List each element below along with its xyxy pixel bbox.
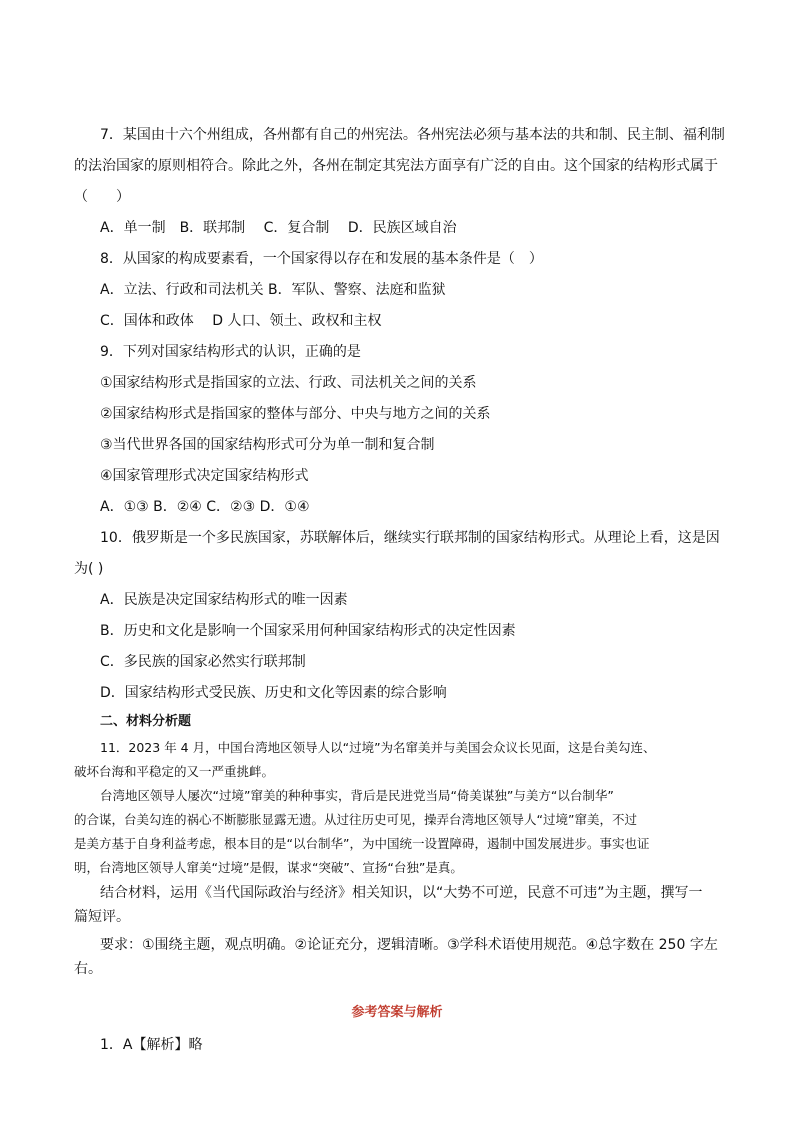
answer-1: 1．A【解析】略 <box>100 1037 203 1053</box>
q11-requirement-line2: 右。 <box>74 961 102 977</box>
q11-para2-line3: 是美方基于自身利益考虑，根本目的是“以台制华”，为中国统一设置障碍，遏制中国发展进步。事实也证 <box>74 836 650 851</box>
q11-para2-line1: 台湾地区领导人屡次“过境”窜美的种种事实，背后是民进党当局“倚美谋独”与美方“以台制华” <box>100 788 614 803</box>
q10-line1: 10．俄罗斯是一个多民族国家，苏联解体后，继续实行联邦制的国家结构形式。从理论上看，这是因 <box>100 530 720 546</box>
q10-option-b: B．历史和文化是影响一个国家采用何种国家结构形式的决定性因素 <box>100 623 516 639</box>
q8-options-cd: C．国体和政体 D 人口、领土、政权和主权 <box>100 313 382 329</box>
q10-line2: 为( ) <box>74 561 104 577</box>
q10-option-d: D．国家结构形式受民族、历史和文化等因素的综合影响 <box>100 685 447 701</box>
section2-heading: 二、材料分析题 <box>100 714 192 729</box>
q9-statement-4: ④国家管理形式决定国家结构形式 <box>100 468 309 484</box>
q10-option-a: A．民族是决定国家结构形式的唯一因素 <box>100 592 348 608</box>
answers-title: 参考答案与解析 <box>351 1005 443 1020</box>
q11-para1-line2: 破坏台海和平稳定的又一严重挑衅。 <box>74 764 275 779</box>
q11-para1-line1: 11．2023 年 4 月，中国台湾地区领导人以“过境”为名窜美并与美国会众议长见面，这是台美勾连、 <box>100 740 656 755</box>
q11-task-line1: 结合材料，运用《当代国际政治与经济》相关知识，以“大势不可逆，民意不可违”为主题，撰写一 <box>100 885 703 901</box>
q11-requirement-line1: 要求：①围绕主题，观点明确。②论证充分，逻辑清晰。③学科术语使用规范。④总字数在 250 字左 <box>100 937 718 953</box>
q8-options-ab: A．立法、行政和司法机关 B．军队、警察、法庭和监狱 <box>100 282 446 298</box>
q9-stem: 9．下列对国家结构形式的认识，正确的是 <box>100 344 361 360</box>
q7-options: A．单一制 B．联邦制 C．复合制 D．民族区域自治 <box>100 220 457 236</box>
q9-statement-1: ①国家结构形式是指国家的立法、行政、司法机关之间的关系 <box>100 375 477 391</box>
q7-line1: 7．某国由十六个州组成，各州都有自己的州宪法。各州宪法必须与基本法的共和制、民主制、福利制 <box>100 127 725 143</box>
q9-options: A．①③ B．②④ C．②③ D．①④ <box>100 499 310 515</box>
q11-para2-line4: 明，台湾地区领导人窜美“过境”是假，谋求“突破”、宣扬“台独”是真。 <box>74 860 463 875</box>
q7-line3: （ ） <box>74 189 130 205</box>
q11-task-line2: 篇短评。 <box>74 909 130 925</box>
q8-stem: 8．从国家的构成要素看，一个国家得以存在和发展的基本条件是（ ） <box>100 251 543 267</box>
q11-para2-line2: 的合谋，台美勾连的祸心不断膨胀显露无遗。从过往历史可见，操弄台湾地区领导人“过境”窜美，不过 <box>74 812 637 827</box>
q9-statement-2: ②国家结构形式是指国家的整体与部分、中央与地方之间的关系 <box>100 406 491 422</box>
q9-statement-3: ③当代世界各国的国家结构形式可分为单一制和复合制 <box>100 437 435 453</box>
q7-line2: 的法治国家的原则相符合。除此之外，各州在制定其宪法方面享有广泛的自由。这个国家的结构形式属于 <box>74 158 718 174</box>
q10-option-c: C．多民族的国家必然实行联邦制 <box>100 654 306 670</box>
